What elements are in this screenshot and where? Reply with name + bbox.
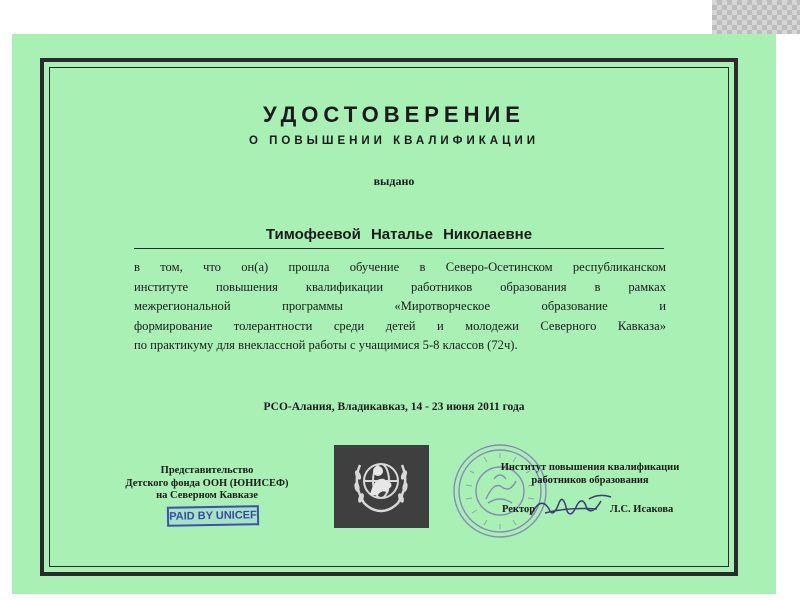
unicef-line: на Северном Кавказе xyxy=(156,490,258,501)
background-pattern xyxy=(712,0,800,34)
body-line: межрегиональной программы «Миротворческое образование и xyxy=(134,299,666,313)
recipient-underline xyxy=(134,248,664,249)
issued-label: выдано xyxy=(373,174,415,188)
unicef-line: Представительство xyxy=(160,465,254,476)
certificate-paper xyxy=(12,34,776,594)
body-line: в том, что он(а) прошла обучение в Северо-Осетинском республиканском xyxy=(134,260,666,274)
institute-line: Институт повышения квалификации xyxy=(500,462,680,473)
rector-name: Л.С. Исакова xyxy=(610,504,674,515)
rector-signature-icon xyxy=(527,489,617,525)
certificate-subtitle: О ПОВЫШЕНИИ КВАЛИФИКАЦИИ xyxy=(248,135,540,147)
body-line: по практикуму для внеклассной работы с учащимися 5-8 классов (72ч). xyxy=(134,338,518,352)
place-and-date: РСО-Алания, Владикавказ, 14 - 23 июня 2011 года xyxy=(263,401,525,413)
body-line: институте повышения квалификации работников образования в рамках xyxy=(134,279,666,294)
institute-line: работников образования xyxy=(531,474,649,486)
unicef-line: Детского фонда ООН (ЮНИСЕФ) xyxy=(125,477,289,489)
rector-label: Ректор xyxy=(502,504,536,515)
institute-name xyxy=(470,462,710,487)
certificate-title: УДОСТОВЕРЕНИЕ xyxy=(263,102,525,127)
body-line: формирование толерантности среди детей и молодежи Северного Кавказа» xyxy=(134,318,666,333)
recipient-name: Тимофеевой Наталье Николаевне xyxy=(265,226,533,243)
certificate-body xyxy=(134,258,666,356)
paid-by-unicef-stamp: PAID BY UNICEF xyxy=(167,505,259,527)
unicef-logo-icon xyxy=(334,445,429,528)
unicef-representation xyxy=(112,465,302,503)
